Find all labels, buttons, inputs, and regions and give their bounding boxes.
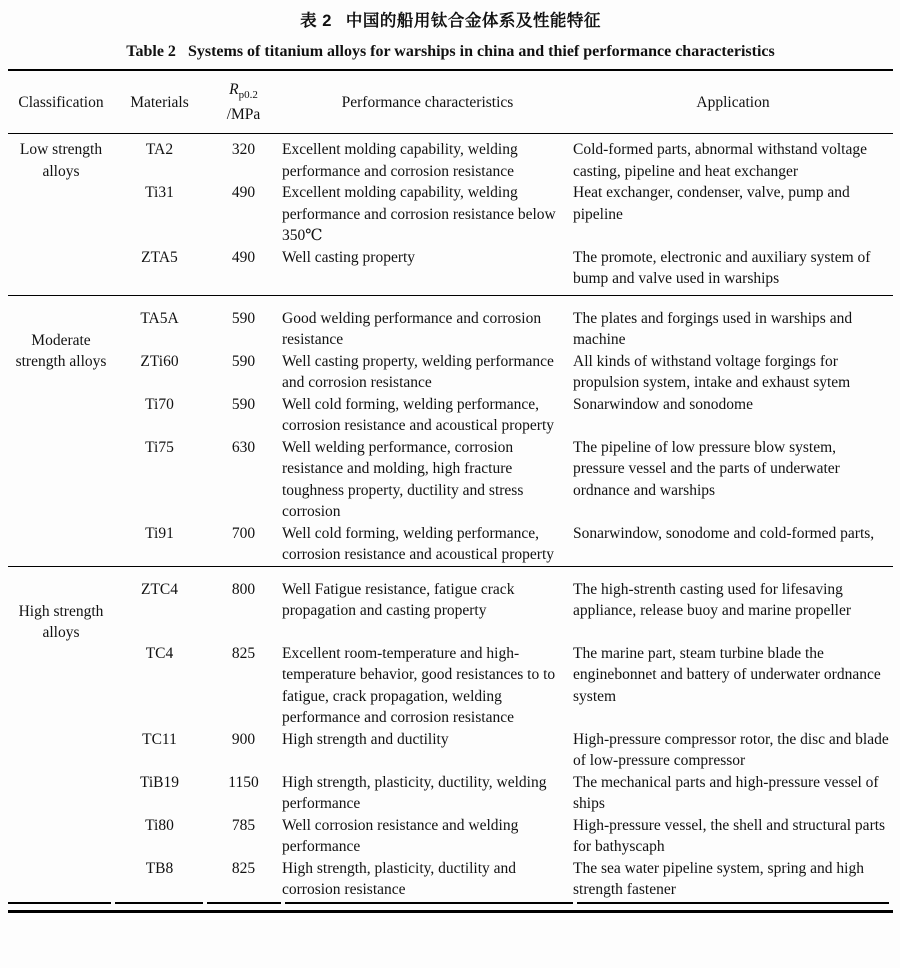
cell-classification xyxy=(8,295,114,566)
cell-material: Ti75 xyxy=(145,438,174,456)
cell-rp02-value: 590 xyxy=(231,395,256,413)
table-caption-english xyxy=(8,41,893,63)
cell-performance: Excellent room-temperature and high-temperature behavior, good resistances to to fatigue, crack propagation, welding performance and corrosion resistance xyxy=(282,644,556,727)
cell-application: The promote, electronic and auxiliary system of bump and valve used in warships xyxy=(573,248,871,288)
classification-label: Moderate strength alloys xyxy=(15,331,107,371)
column-header-application: Application xyxy=(696,93,770,111)
cell-performance: Well welding performance, corrosion resistance and molding, high fracture toughness property, ductility and stress corrosion xyxy=(282,438,524,521)
rp-symbol-line xyxy=(205,80,282,105)
cell-application: The plates and forgings used in warships and machine xyxy=(573,295,893,351)
column-header-materials: Materials xyxy=(130,93,189,111)
cell-rp02-value: 590 xyxy=(205,295,282,351)
table-caption-chinese xyxy=(8,6,893,32)
table-row xyxy=(8,247,893,296)
cell-performance: High strength and ductility xyxy=(282,730,449,748)
cell-classification xyxy=(8,566,114,901)
table-header xyxy=(8,70,893,134)
table-row xyxy=(8,134,893,183)
cell-classification xyxy=(8,134,114,296)
cell-material: ZTA5 xyxy=(141,248,178,266)
cell-rp02-value: 800 xyxy=(205,566,282,643)
cell-performance: Well casting property xyxy=(282,248,416,266)
cell-application: All kinds of withstand voltage forgings for propulsion system, intake and exhaust sytem xyxy=(573,352,851,392)
cell-material: TB8 xyxy=(145,859,174,877)
cell-performance: High strength, plasticity, ductility and corrosion resistance xyxy=(282,859,517,899)
table-bottom-rules xyxy=(8,902,893,913)
cell-performance: Well corrosion resistance and welding performance xyxy=(282,816,519,856)
cell-rp02-value: 1150 xyxy=(228,773,259,791)
cell-rp02-value: 900 xyxy=(231,730,256,748)
cell-rp02-value: 590 xyxy=(231,352,256,370)
cell-application: Sonarwindow, sonodome and cold-formed parts, xyxy=(573,524,875,542)
cell-material: ZTi60 xyxy=(140,352,179,370)
cell-application: The sea water pipeline system, spring and high strength fastener xyxy=(573,859,864,899)
cell-performance: Well cold forming, welding performance, corrosion resistance and acoustical property xyxy=(282,524,555,564)
cell-performance: Well Fatigue resistance, fatigue crack propagation and casting property xyxy=(282,566,573,643)
cell-application: The marine part, steam turbine blade the enginebonnet and battery of underwater ordnance system xyxy=(573,644,881,705)
cell-rp02-value: 785 xyxy=(231,816,256,834)
cell-material: TC11 xyxy=(142,730,177,748)
cell-performance: Well casting property, welding performance and corrosion resistance xyxy=(282,352,554,392)
rp-symbol: R xyxy=(229,81,239,98)
cell-rp02-value: 490 xyxy=(231,248,256,266)
column-header-rp02-mpa xyxy=(205,70,282,134)
cell-material: TiB19 xyxy=(139,773,180,791)
classification-label: High strength alloys xyxy=(18,602,104,642)
classification-label: Low strength alloys xyxy=(19,141,103,180)
cell-material: Ti80 xyxy=(145,816,174,834)
bottom-thick-rule xyxy=(8,910,893,913)
cell-performance: Excellent molding capability, welding performance and corrosion resistance below 350℃ xyxy=(282,184,556,245)
cell-performance: Well cold forming, welding performance, corrosion resistance and acoustical property xyxy=(282,395,555,435)
cell-material: TC4 xyxy=(145,644,174,662)
cell-performance: High strength, plasticity, ductility, welding performance xyxy=(282,773,547,813)
cell-material: TA2 xyxy=(145,141,174,159)
cell-material: TA5A xyxy=(114,295,205,351)
alloy-table xyxy=(8,69,893,901)
cell-application: High-pressure vessel, the shell and structural parts for bathyscaph xyxy=(573,816,886,856)
table-row xyxy=(8,815,893,858)
cell-application: Sonarwindow and sonodome xyxy=(573,395,753,413)
cell-application: The pipeline of low pressure blow system, pressure vessel and the parts of underwater ordnance and warships xyxy=(573,438,840,499)
column-header-classification: Classification xyxy=(18,93,104,111)
table-header-row xyxy=(8,70,893,134)
table-row xyxy=(8,295,893,351)
cell-application: The high-strenth casting used for lifesaving appliance, release buoy and marine propeller xyxy=(573,566,893,643)
table-caption-chinese-label: 表 2 xyxy=(300,12,332,30)
cell-rp02-value: 490 xyxy=(231,184,256,202)
table-row xyxy=(8,182,893,247)
table-row xyxy=(8,351,893,394)
rp-unit: /MPa xyxy=(226,106,261,124)
table-row xyxy=(8,643,893,729)
table-body xyxy=(8,134,893,901)
table-row xyxy=(8,772,893,815)
column-header-performance: Performance characteristics xyxy=(341,93,514,111)
cell-material: Ti91 xyxy=(145,524,174,542)
cell-rp02-value: 825 xyxy=(231,644,256,662)
table-caption-chinese-title: 中国的船用钛合金体系及性能特征 xyxy=(345,12,601,30)
cell-performance: Good welding performance and corrosion resistance xyxy=(282,295,573,351)
table-row xyxy=(8,394,893,437)
table-row xyxy=(8,858,893,901)
cell-rp02-value: 700 xyxy=(231,524,256,542)
table-caption-english-title: Systems of titanium alloys for warships in china and thief performance characteristics xyxy=(187,43,775,60)
cell-application: Heat exchanger, condenser, valve, pump and pipeline xyxy=(573,184,850,223)
cell-material: Ti31 xyxy=(145,184,174,202)
table-row xyxy=(8,566,893,643)
table-caption-english-label: Table 2 xyxy=(126,43,176,60)
cell-performance: Excellent molding capability, welding performance and corrosion resistance xyxy=(282,141,518,180)
table-row xyxy=(8,729,893,772)
rp-subscript: p0.2 xyxy=(238,89,258,102)
table-row xyxy=(8,523,893,567)
cell-application: High-pressure compressor rotor, the disc and blade of low-pressure compressor xyxy=(573,730,889,770)
cell-rp02-value: 630 xyxy=(231,438,256,456)
cell-application: The mechanical parts and high-pressure vessel of ships xyxy=(573,773,879,813)
table-row xyxy=(8,437,893,523)
cell-material: ZTC4 xyxy=(114,566,205,643)
cell-application: Cold-formed parts, abnormal withstand voltage casting, pipeline and heat exchanger xyxy=(573,141,868,180)
cell-rp02-value: 825 xyxy=(231,859,256,877)
segmented-rule xyxy=(8,902,893,904)
cell-rp02-value: 320 xyxy=(231,141,256,159)
cell-material: Ti70 xyxy=(145,395,174,413)
